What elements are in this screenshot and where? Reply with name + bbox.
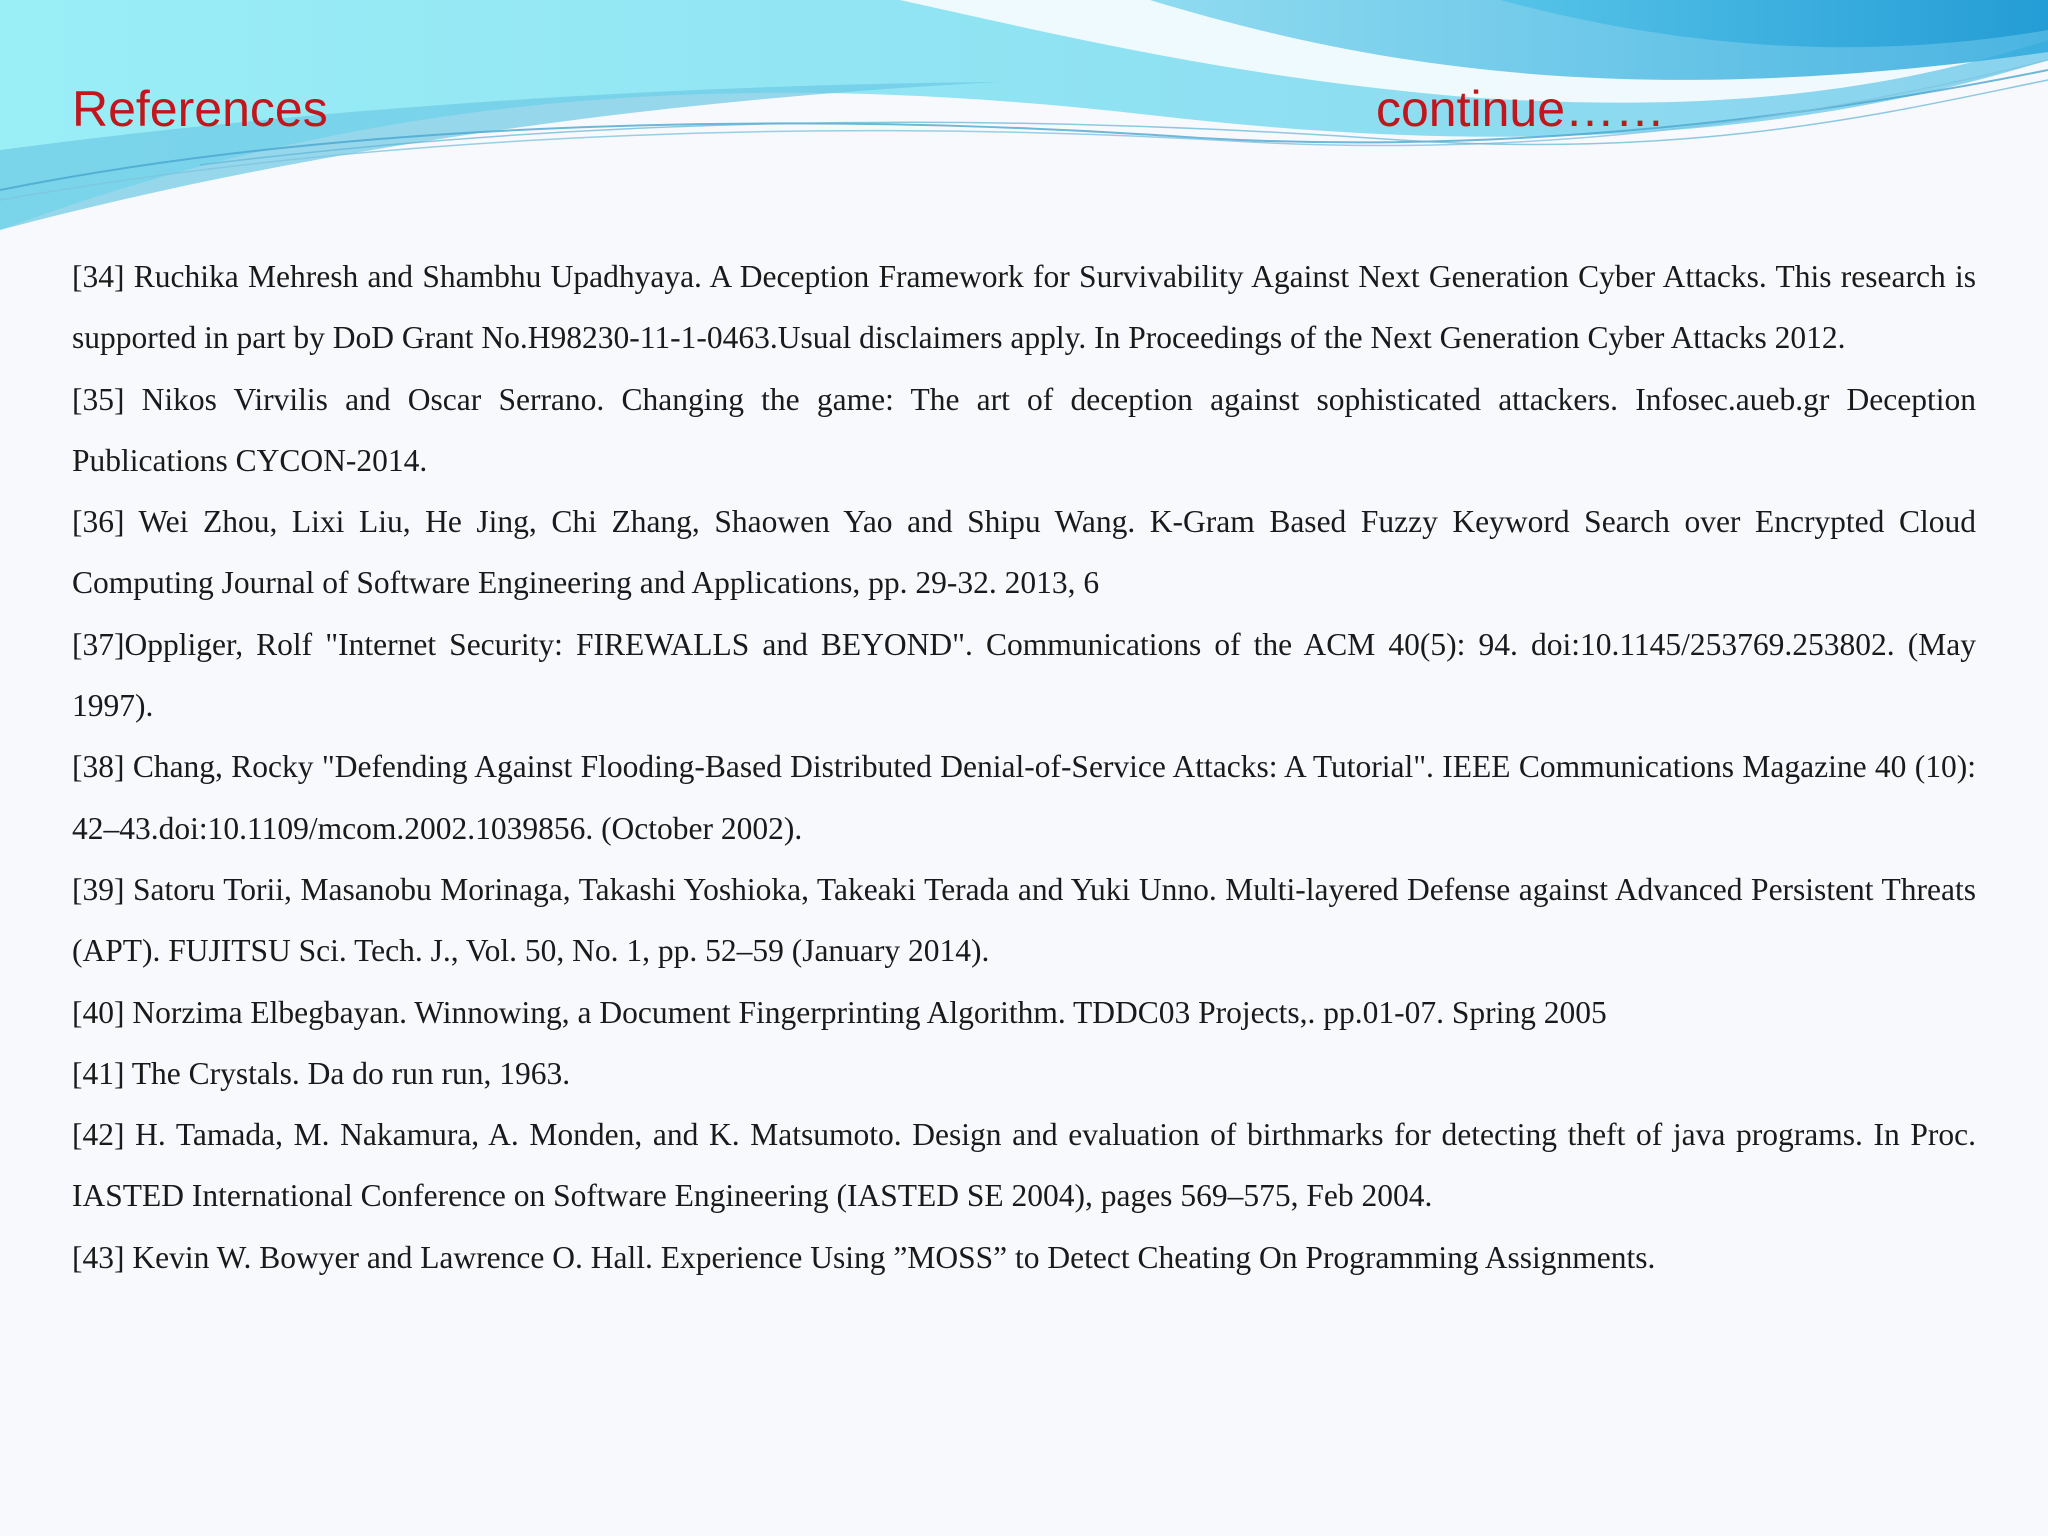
reference-item: [43] Kevin W. Bowyer and Lawrence O. Hall. Experience Using ”MOSS” to Detect Cheating On Programming Assignments. — [72, 1239, 1656, 1275]
reference-item: [38] Chang, Rocky "Defending Against Flooding-Based Distributed Denial-of-Service Attacks: A Tutorial". IEEE Communications Magazine 40 (10): 42–43.doi:10.1109/mcom.2002.1039856. (October 2002). — [72, 749, 1976, 846]
reference-item: [34] Ruchika Mehresh and Shambhu Upadhyaya. A Deception Framework for Survivability Against Next Generation Cyber Attacks. This research is supported in part by DoD Grant No.H98230-11-1-0463.Usual disclaimers apply. In Proceedings of the Next Generation Cyber Attacks 2012. — [72, 259, 1976, 356]
reference-item: [36] Wei Zhou, Lixi Liu, He Jing, Chi Zhang, Shaowen Yao and Shipu Wang. K-Gram Based Fuzzy Keyword Search over Encrypted Cloud Computing Journal of Software Engineering and Applications, pp. 29-32. 2013, 6 — [72, 504, 1976, 601]
reference-item: [37]Oppliger, Rolf "Internet Security: FIREWALLS and BEYOND". Communications of the ACM 40(5): 94. doi:10.1145/253769.253802. (May 1997). — [72, 626, 1976, 724]
page-title: References — [72, 81, 328, 137]
reference-item: [40] Norzima Elbegbayan. Winnowing, a Document Fingerprinting Algorithm. TDDC03 Projects,. pp.01-07. Spring 2005 — [72, 994, 1607, 1030]
reference-item: [41] The Crystals. Da do run run, 1963. — [72, 1055, 571, 1091]
reference-item: [42] H. Tamada, M. Nakamura, A. Monden, and K. Matsumoto. Design and evaluation of birthmarks for detecting theft of java programs. In Proc. IASTED International Conference on Software Engineering (IASTED SE 2004), pages 569–575, Feb 2004. — [72, 1117, 1976, 1214]
continue-label: continue…… — [1376, 81, 1666, 137]
reference-list — [72, 246, 1976, 1288]
reference-item: [35] Nikos Virvilis and Oscar Serrano. Changing the game: The art of deception against sophisticated attackers. Infosec.aueb.gr Deception Publications CYCON-2014. — [72, 381, 1976, 478]
reference-item: [39] Satoru Torii, Masanobu Morinaga, Takashi Yoshioka, Takeaki Terada and Yuki Unno. Multi-layered Defense against Advanced Persistent Threats (APT). FUJITSU Sci. Tech. J., Vol. 50, No. 1, pp. 52–59 (January 2014). — [72, 871, 1976, 969]
